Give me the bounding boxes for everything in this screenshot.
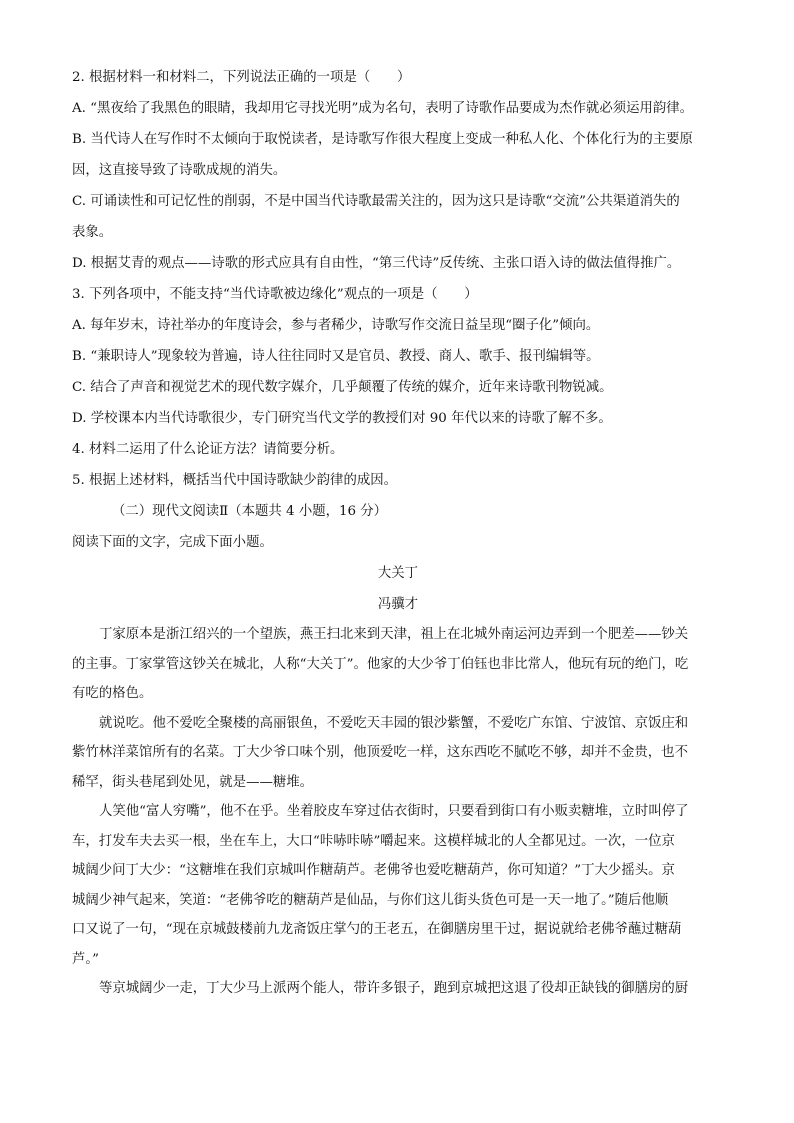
- story-paragraph-2: [72, 709, 724, 798]
- question-2-stem: 2. 根据材料一和材料二，下列说法正确的一项是（ ）: [72, 70, 411, 85]
- paragraph-line: 人笑他“富人穷嘴”，他不在乎。坐着胶皮车穿过估衣街时，只要看到街口有小贩卖糖堆，立时叫停了: [99, 804, 689, 819]
- story-paragraph-4: [72, 974, 724, 1004]
- question-2-option-d: D. 根据艾青的观点——诗歌的形式应具有自由性，“第三代诗”反传统、主张口语入诗的做法值得推广。: [72, 256, 681, 271]
- paragraph-line: 丁家原本是浙江绍兴的一个望族，燕王扫北来到天津，祖上在北城外南运河边弄到一个肥差——钞关: [99, 627, 689, 642]
- section-heading: （二）现代文阅读Ⅱ（本题共 4 小题，16 分）: [112, 504, 388, 519]
- story-paragraph-3: [72, 797, 724, 974]
- question-2-option-b-line-1: B. 当代诗人在写作时不太倾向于取悦读者，是诗歌写作很大程度上变成一种私人化、个体化行为的主要原: [72, 132, 693, 147]
- question-5: 5. 根据上述材料，概括当代中国诗歌缺少韵律的成因。: [72, 473, 398, 488]
- question-3-option-a: A. 每年岁末，诗社举办的年度诗会，参与者稀少，诗歌写作交流日益呈现“圈子化”倾向。: [72, 318, 600, 333]
- paragraph-line: 就说吃。他不爱吃全聚楼的高丽银鱼，不爱吃天丰园的银沙紫蟹，不爱吃广东馆、宁波馆、京饭庄和: [99, 715, 689, 731]
- story-paragraph-1: [72, 620, 724, 709]
- question-3-option-d: D. 学校课本内当代诗歌很少，专门研究当代文学的教授们对 90 年代以来的诗歌了解不多。: [72, 411, 612, 426]
- paragraph-line: 紫竹林洋菜馆所有的名菜。丁大少爷口味个别，他顶爱吃一样，这东西吃不腻吃不够，却并不金贵，也不: [72, 745, 688, 760]
- question-4: 4. 材料二运用了什么论证方法？请简要分析。: [72, 442, 344, 457]
- question-2: [72, 62, 724, 279]
- paragraph-line: 城阔少神气起来，笑道：“老佛爷吃的糖葫芦是仙品，与你们这儿街头货色可是一天一地了。”随后他顺: [72, 892, 669, 908]
- question-2-option-a: A. “黑夜给了我黑色的眼睛，我却用它寻找光明”成为名句，表明了诗歌作品要成为杰作就必须运用韵律。: [72, 101, 694, 116]
- question-2-option-c-line-1: C. 可诵读性和可记忆性的削弱，不是中国当代诗歌最需关注的，因为这只是诗歌“交流”公共渠道消失的: [72, 194, 680, 209]
- document-page: [72, 62, 724, 1004]
- section-instruction: 阅读下面的文字，完成下面小题。: [72, 535, 273, 550]
- question-3: [72, 279, 724, 434]
- question-3-option-c: C. 结合了声音和视觉艺术的现代数字媒介，几乎颠覆了传统的媒介，近年来诗歌刊物锐减。: [72, 380, 613, 395]
- paragraph-line: 芦。”: [72, 951, 99, 967]
- paragraph-line: 等京城阔少一走，丁大少马上派两个能人，带许多银子，跑到京城把这退了役却正缺钱的御膳房的厨: [99, 981, 689, 996]
- paragraph-line: 车，打发车夫去买一根，坐在车上，大口“咔哧咔哧”嚼起来。这模样城北的人全都见过。一次，一位京: [72, 833, 675, 849]
- paragraph-line: 口又说了一句，“现在京城鼓楼前九龙斋饭庄掌勺的王老五，在御膳房里干过，据说就给老佛爷蘸过糖葫: [72, 922, 682, 937]
- question-2-option-b-line-2: 因，这直接导致了诗歌成规的消失。: [72, 163, 287, 178]
- story-title: 大关丁: [377, 566, 419, 581]
- paragraph-line: 城阔少问丁大少：“这糖堆在我们京城叫作糖葫芦。老佛爷也爱吃糖葫芦，你可知道？”丁大少摇头。京: [72, 863, 675, 878]
- story-author: 冯骥才: [377, 597, 419, 612]
- question-3-option-b: B. “兼职诗人”现象较为普遍，诗人往往同时又是官员、教授、商人、歌手、报刊编辑等。: [72, 349, 600, 364]
- question-2-option-c-line-2: 表象。: [72, 225, 113, 240]
- question-3-stem: 3. 下列各项中，不能支持“当代诗歌被边缘化”观点的一项是（ ）: [72, 287, 478, 302]
- paragraph-line: 有吃的格色。: [72, 686, 153, 701]
- paragraph-line: 的主事。丁家掌管这钞关在城北，人称“大关丁”。他家的大少爷丁伯钰也非比常人，他玩有玩的绝门，吃: [72, 656, 689, 672]
- paragraph-line: 稀罕，街头巷尾到处见，就是——糖堆。: [72, 774, 314, 790]
